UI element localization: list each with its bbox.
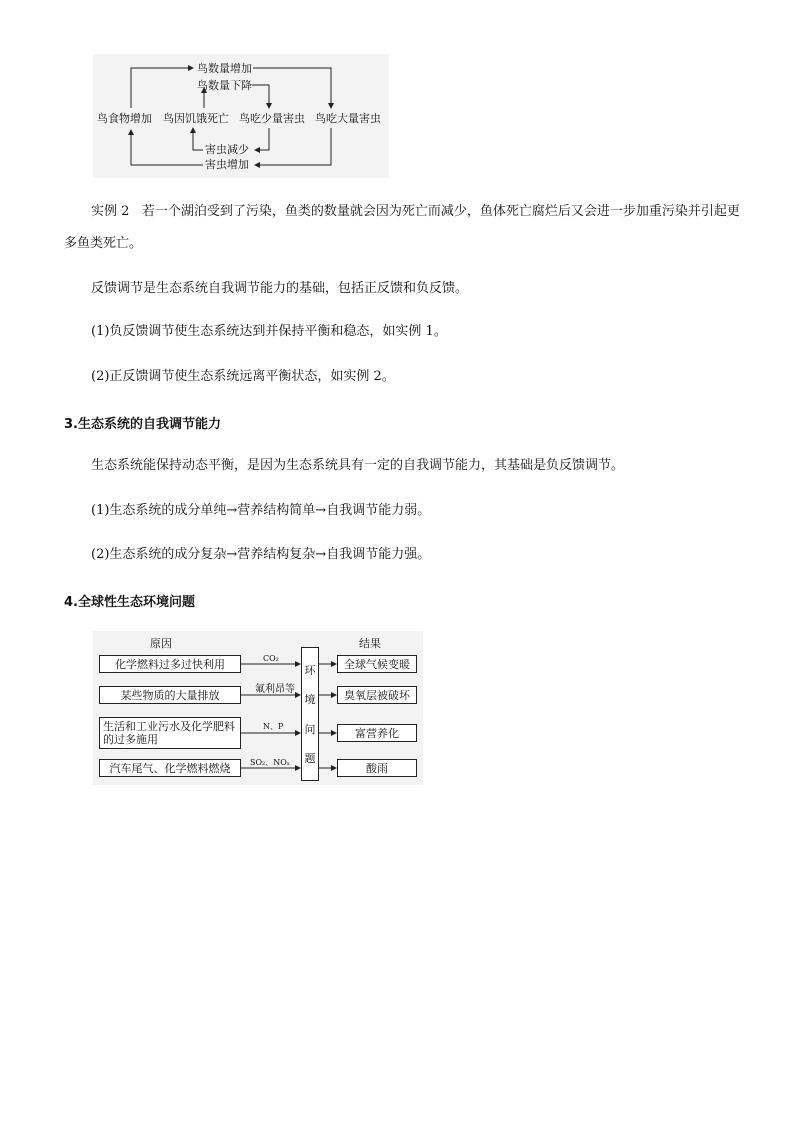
label-bird-starve: 鸟因饥饿死亡: [163, 112, 229, 125]
negative-feedback-paragraph: (1)负反馈调节使生态系统达到并保持平衡和稳态，如实例 1。: [91, 324, 447, 339]
feedback-diagram: [93, 54, 389, 178]
label-bird-eat-many: 鸟吃大量害虫: [315, 112, 381, 125]
environment-problems-diagram: [93, 631, 423, 785]
cause-header: 原因: [150, 637, 172, 650]
center-char: 环: [304, 663, 316, 677]
label-pest-decrease: 害虫减少: [205, 143, 249, 156]
result-header: 结果: [359, 637, 381, 650]
center-char: 题: [304, 752, 316, 766]
example2-paragraph: [64, 196, 744, 260]
example2-text: 若一个湖泊受到了污染，鱼类的数量就会因为死亡而减少，鱼体死亡腐烂后又会进一步加重污染并引起更多鱼类死亡。: [64, 204, 740, 251]
weak-ability-paragraph: (1)生态系统的成分单纯→营养结构简单→自我调节能力弱。: [91, 503, 431, 518]
agent-label: SO₂、NOₓ: [250, 758, 291, 767]
strong-ability-paragraph: (2)生态系统的成分复杂→营养结构复杂→自我调节能力强。: [91, 547, 431, 562]
agent-label: 氟利昂等: [255, 684, 295, 695]
cause-box: 化学燃料过多过快利用: [99, 655, 241, 673]
label-bird-food-increase: 鸟食物增加: [97, 112, 152, 125]
section-3-heading: 3.生态系统的自我调节能力: [64, 417, 221, 432]
section-4-heading: 4.全球性生态环境问题: [64, 595, 195, 610]
label-bird-decrease: 鸟数量下降: [197, 79, 252, 92]
ability-paragraph: 生态系统能保持动态平衡，是因为生态系统具有一定的自我调节能力，其基础是负反馈调节。: [91, 458, 625, 473]
feedback-paragraph: 反馈调节是生态系统自我调节能力的基础，包括正反馈和负反馈。: [91, 281, 469, 296]
label-bird-eat-few: 鸟吃少量害虫: [239, 112, 305, 125]
label-pest-increase: 害虫增加: [205, 158, 249, 171]
cause-box: 某些物质的大量排放: [99, 686, 241, 704]
agent-label: N、P: [263, 722, 284, 731]
example2-label: 实例 2: [91, 204, 130, 219]
center-char: 境: [304, 693, 316, 707]
center-char: 问: [304, 722, 316, 736]
result-box: 酸雨: [337, 759, 417, 777]
result-box: 富营养化: [337, 724, 417, 742]
cause-box: 生活和工业污水及化学肥料的过多施用: [99, 717, 241, 749]
environment-problem-column: [301, 647, 319, 781]
label-bird-increase: 鸟数量增加: [197, 62, 252, 75]
positive-feedback-paragraph: (2)正反馈调节使生态系统远离平衡状态，如实例 2。: [91, 369, 395, 384]
result-box: 全球气候变暖: [337, 655, 417, 673]
agent-label: CO₂: [263, 654, 279, 663]
result-box: 臭氧层被破坏: [337, 686, 417, 704]
cause-box: 汽车尾气、化学燃料燃烧: [99, 759, 241, 777]
